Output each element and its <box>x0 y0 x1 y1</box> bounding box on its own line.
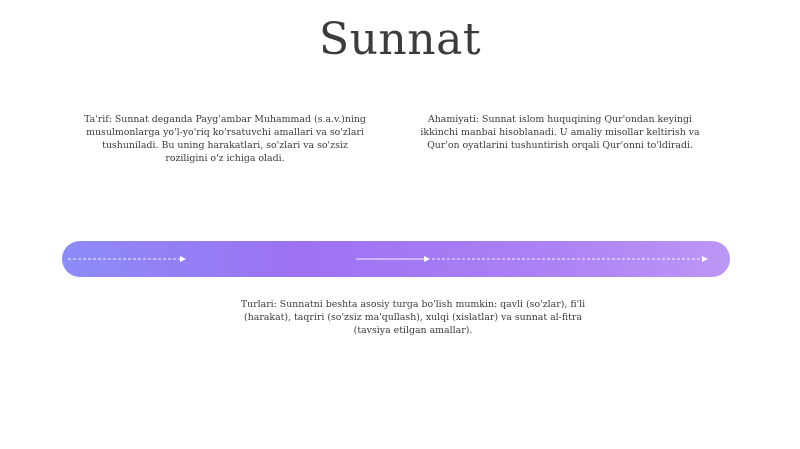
arrow-right-icon <box>702 256 708 262</box>
arrow-right-icon <box>424 256 430 262</box>
importance-text: Ahamiyati: Sunnat islom huquqining Qur'ondan keyingi ikkinchi manbai hisoblanadi. U amaliy misollar keltirish va Qur'on oyatlarini tushuntirish orqali Qur'onni to'ldiradi. <box>420 114 700 151</box>
types-text: Turlari: Sunnatni beshta asosiy turga bo'lish mumkin: qavli (so'zlar), fi'li (harakat), taqriri (so'zsiz ma'qullash), xulqi (xislatlar) va sunnat al-fitra (tavsiya etilgan amallar). <box>240 299 586 336</box>
definition-text: Ta'rif: Sunnat deganda Payg'ambar Muhammad (s.a.v.)ning musulmonlarga yo'l-yo'riq ko'rsatuvchi amallari va so'zlari tushuniladi. Bu uning harakatlari, so'zlari va so'zsiz roziligini o'z ichiga oladi. <box>84 114 366 164</box>
page-title: Sunnat <box>318 14 482 65</box>
arrow-right-icon <box>180 256 186 262</box>
timeline-bar <box>62 241 730 277</box>
timeline-arrows <box>62 241 730 277</box>
